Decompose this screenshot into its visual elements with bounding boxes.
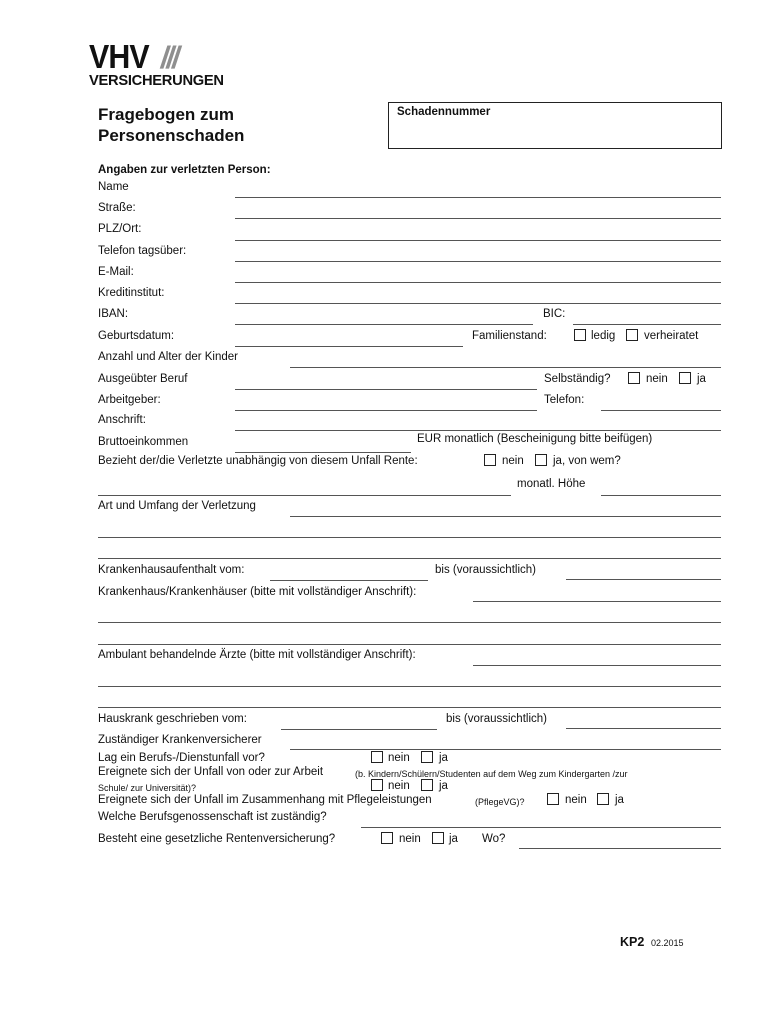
self-employed-yes-checkbox[interactable] <box>679 372 691 384</box>
pension-no-checkbox[interactable] <box>484 454 496 466</box>
trade-association-field[interactable] <box>361 827 721 828</box>
single-label: ledig <box>591 330 616 342</box>
occupation-label: Ausgeübter Beruf <box>98 373 188 385</box>
bic-field[interactable] <box>573 324 721 325</box>
employer-field[interactable] <box>235 410 537 411</box>
married-checkbox[interactable] <box>626 329 638 341</box>
hospitals-field-3[interactable] <box>98 644 721 645</box>
name-label: Name <box>98 181 129 193</box>
self-employed-no-checkbox[interactable] <box>628 372 640 384</box>
health-insurer-label: Zuständiger Krankenversicherer <box>98 734 262 746</box>
iban-field[interactable] <box>235 324 533 325</box>
doctors-label: Ambulant behandelnde Ärzte (bitte mit vollständiger Anschrift): <box>98 649 416 661</box>
doctors-field-1[interactable] <box>473 665 721 666</box>
self-employed-no-label: nein <box>646 373 668 385</box>
occupation-field[interactable] <box>235 389 537 390</box>
employer-address-field[interactable] <box>235 430 721 431</box>
work-accident-no-checkbox[interactable] <box>371 751 383 763</box>
zip-city-field[interactable] <box>235 240 721 241</box>
email-field[interactable] <box>235 282 721 283</box>
trade-association-label: Welche Berufsgenossenschaft ist zuständig? <box>98 811 327 823</box>
employer-address-label: Anschrift: <box>98 414 146 426</box>
form-title-line1: Fragebogen zum <box>98 105 235 124</box>
doctors-field-2[interactable] <box>98 686 721 687</box>
pension-source-field[interactable] <box>98 495 511 496</box>
way-to-work-label: Ereignete sich der Unfall von oder zur Arbeit <box>98 766 324 778</box>
sick-until-label: bis (voraussichtlich) <box>446 713 547 725</box>
form-code: KP2 <box>620 935 645 949</box>
married-label: verheiratet <box>644 330 699 342</box>
sick-from-label: Hauskrank geschrieben vom: <box>98 713 247 725</box>
birthdate-label: Geburtsdatum: <box>98 330 175 342</box>
street-label: Straße: <box>98 202 136 214</box>
employer-phone-field[interactable] <box>601 410 721 411</box>
gross-income-label: Bruttoeinkommen <box>98 436 189 448</box>
way-to-work-note2: Schule/ zur Universität)? <box>98 783 197 793</box>
pension-no-label: nein <box>502 455 524 467</box>
income-note: EUR monatlich (Bescheinigung bitte beifügen) <box>417 433 653 445</box>
injury-field-1[interactable] <box>290 516 721 517</box>
pension-insurance-no-label: nein <box>399 833 421 845</box>
name-field[interactable] <box>235 197 721 198</box>
bank-label: Kreditinstitut: <box>98 287 165 299</box>
logo-wordmark: VHV <box>89 38 149 75</box>
hospital-until-field[interactable] <box>566 579 721 580</box>
bank-field[interactable] <box>235 303 721 304</box>
sick-until-field[interactable] <box>566 728 721 729</box>
monthly-amount-label: monatl. Höhe <box>517 478 586 490</box>
way-to-work-no-label: nein <box>388 780 410 792</box>
form-title <box>98 104 338 146</box>
email-label: E-Mail: <box>98 266 134 278</box>
pension-yes-checkbox[interactable] <box>535 454 547 466</box>
sick-from-field[interactable] <box>281 729 437 730</box>
hospital-until-label: bis (voraussichtlich) <box>435 564 536 576</box>
pension-insurance-yes-checkbox[interactable] <box>432 832 444 844</box>
way-to-work-yes-checkbox[interactable] <box>421 779 433 791</box>
children-label: Anzahl und Alter der Kinder <box>98 351 239 363</box>
pension-insurance-yes-label: ja <box>449 833 458 845</box>
street-field[interactable] <box>235 218 721 219</box>
work-accident-label: Lag ein Berufs-/Dienstunfall vor? <box>98 752 265 764</box>
pension-insurance-where-label: Wo? <box>482 833 506 845</box>
injury-label: Art und Umfang der Verletzung <box>98 500 256 512</box>
logo-subtitle: VERSICHERUNGEN <box>89 72 224 89</box>
care-label: Ereignete sich der Unfall im Zusammenhang mit Pflegeleistungen <box>98 794 432 806</box>
way-to-work-note: (b. Kindern/Schülern/Studenten auf dem Weg zum Kindergarten /zur <box>355 769 628 779</box>
care-yes-label: ja <box>615 794 624 806</box>
work-accident-yes-label: ja <box>439 752 448 764</box>
care-no-label: nein <box>565 794 587 806</box>
hospitals-field-2[interactable] <box>98 622 721 623</box>
birthdate-field[interactable] <box>235 346 463 347</box>
gross-income-field[interactable] <box>235 452 411 453</box>
vhv-logo <box>89 40 249 92</box>
claim-number-label: Schadennummer <box>397 106 491 118</box>
marital-status-label: Familienstand: <box>472 330 547 342</box>
health-insurer-field[interactable] <box>290 749 721 750</box>
work-accident-no-label: nein <box>388 752 410 764</box>
self-employed-yes-label: ja <box>697 373 706 385</box>
form-title-line2: Personenschaden <box>98 126 245 145</box>
pension-insurance-no-checkbox[interactable] <box>381 832 393 844</box>
hospitals-label: Krankenhaus/Krankenhäuser (bitte mit vollständiger Anschrift): <box>98 586 417 598</box>
work-accident-yes-checkbox[interactable] <box>421 751 433 763</box>
pension-insurance-where-field[interactable] <box>519 848 721 849</box>
way-to-work-yes-label: ja <box>439 780 448 792</box>
care-yes-checkbox[interactable] <box>597 793 609 805</box>
pension-question: Bezieht der/die Verletzte unabhängig von diesem Unfall Rente: <box>98 455 418 467</box>
zip-city-label: PLZ/Ort: <box>98 223 142 235</box>
monthly-amount-field[interactable] <box>601 495 721 496</box>
phone-day-field[interactable] <box>235 261 721 262</box>
doctors-field-3[interactable] <box>98 707 721 708</box>
injury-field-2[interactable] <box>98 537 721 538</box>
injury-field-3[interactable] <box>98 558 721 559</box>
claim-number-field[interactable] <box>388 102 722 149</box>
children-field[interactable] <box>290 367 721 368</box>
single-checkbox[interactable] <box>574 329 586 341</box>
form-date: 02.2015 <box>651 938 684 948</box>
hospitals-field-1[interactable] <box>473 601 721 602</box>
hospital-from-field[interactable] <box>270 580 428 581</box>
iban-label: IBAN: <box>98 308 129 320</box>
pension-insurance-label: Besteht eine gesetzliche Rentenversicherung? <box>98 833 336 845</box>
employer-phone-label: Telefon: <box>544 394 585 406</box>
employer-label: Arbeitgeber: <box>98 394 161 406</box>
pension-yes-label: ja, von wem? <box>553 455 621 467</box>
way-to-work-no-checkbox[interactable] <box>371 779 383 791</box>
self-employed-label: Selbständig? <box>544 373 611 385</box>
hospital-from-label: Krankenhausaufenthalt vom: <box>98 564 245 576</box>
care-note: (PflegeVG)? <box>475 797 525 807</box>
bic-label: BIC: <box>543 308 566 320</box>
phone-day-label: Telefon tagsüber: <box>98 245 187 257</box>
logo-slashes: /// <box>158 40 181 75</box>
section-title: Angaben zur verletzten Person: <box>98 164 271 176</box>
care-no-checkbox[interactable] <box>547 793 559 805</box>
